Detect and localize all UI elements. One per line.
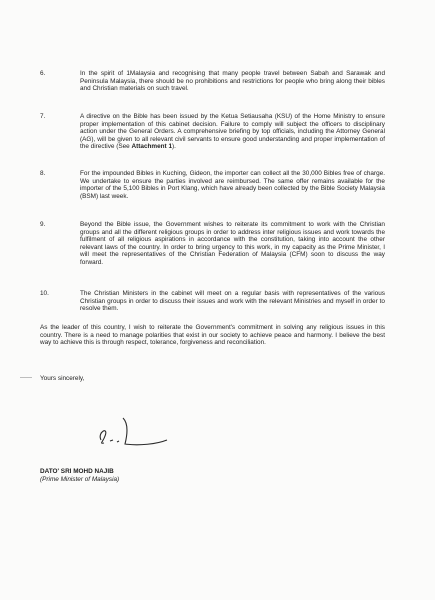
paragraph-text — [80, 113, 385, 151]
closing-paragraph: As the leader of this country, I wish to reiterate the Government's commitment in solving any religious issues in this country. There is a need to manage polarities that exist in our society to achieve peace and harmony. I believe the best way to achieve this is through respect, tolerance, forgiveness and reconciliation. — [40, 324, 385, 346]
paragraph-number: 10. — [40, 290, 49, 297]
paragraph-text: In the spirit of 1Malaysia and recognising that many people travel between Sabah and Sarawak and Peninsula Malaysia, there should be no prohibitions and restrictions for people who bring along their bibles and Christian materials on such travel. — [80, 70, 385, 92]
signatory-title: (Prime Minister of Malaysia) — [40, 476, 120, 483]
paragraph-text: The Christian Ministers in the cabinet will meet on a regular basis with representatives of the various Christian groups in order to discuss their issues and work with the relevant Ministries and myself in order to resolve them. — [80, 290, 385, 312]
paragraph-text-part: A directive on the Bible has been issued by the Ketua Setiausaha (KSU) of the Home Ministry to ensure proper implementation of this cabinet decision. Failure to comply will subject the officers to disciplinary action under the General Orders. A comprehensive briefing by top officials, including the Attorney General (AG), will be given to all relevant civil servants to ensure good understanding and proper implementation of the directive (See — [80, 113, 385, 150]
handwritten-signature — [95, 410, 175, 460]
paragraph-text: For the impounded Bibles in Kuching, Gideon, the importer can collect all the 30,000 Bibles free of charge. We undertake to ensure the parties involved are reimbursed. The same offer remains available for the importer of the 5,100 Bibles in Port Klang, which have already been collected by the Bible Society Malaysia (BSM) last week. — [80, 170, 385, 200]
signatory-name: DATO' SRI MOHD NAJIB — [40, 468, 114, 475]
attachment-reference: Attachment 1 — [131, 143, 172, 150]
paragraph-number: 9. — [40, 221, 46, 228]
margin-mark — [20, 377, 32, 378]
paragraph-text-part: ). — [172, 143, 176, 150]
paragraph-text: Beyond the Bible issue, the Government wishes to reiterate its commitment to work with the Christian groups and all the different religious groups in order to address inter religious issues and work towards the fulfilment of all religious aspirations in accordance with the constitution, taking into account the other relevant laws of the country. In order to bring urgency to this work, in my capacity as the Prime Minister, I will meet the representatives of the Christian Federation of Malaysia (CFM) soon to discuss the way forward. — [80, 221, 385, 266]
salutation: Yours sincerely, — [40, 375, 85, 382]
paragraph-number: 6. — [40, 70, 46, 77]
paragraph-number: 8. — [40, 170, 46, 177]
paragraph-number: 7. — [40, 113, 46, 120]
